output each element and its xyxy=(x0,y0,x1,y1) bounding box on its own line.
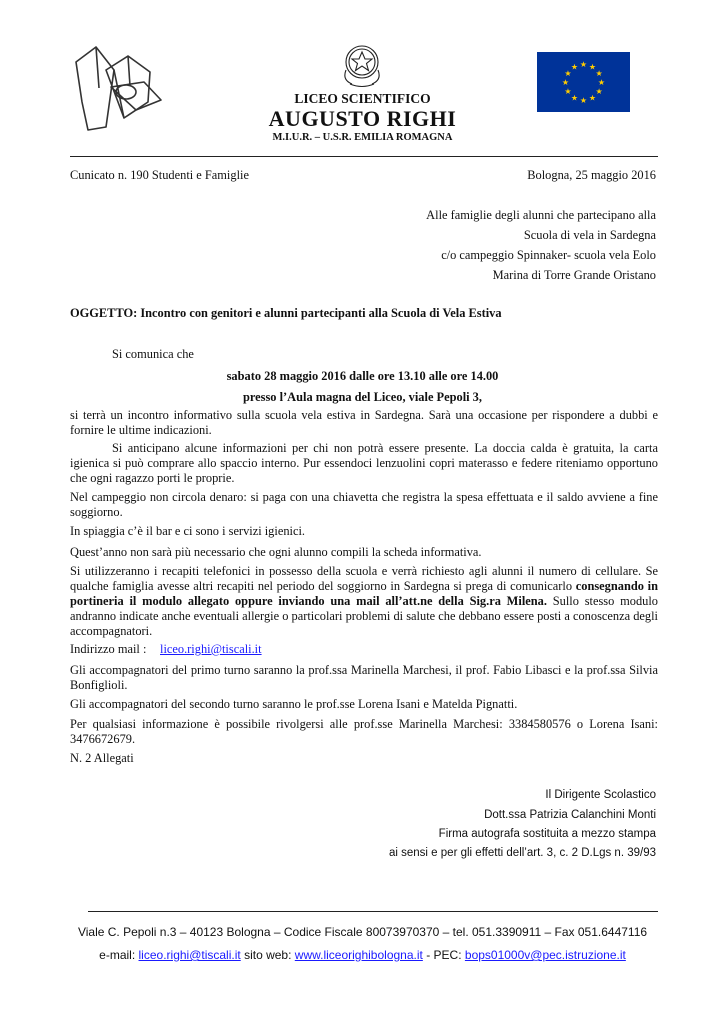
footer-address: Viale C. Pepoli n.3 – 40123 Bologna – Codice Fiscale 80073970370 – tel. 051.3390911 – Fax 051.6447116 xyxy=(77,925,648,939)
header-divider xyxy=(70,156,658,157)
subject: OGGETTO: Incontro con genitori e alunni partecipanti alla Scuola di Vela Estiva xyxy=(70,306,502,320)
paragraph: Quest’anno non sarà più necessario che ogni alunno compili la scheda informativa. xyxy=(70,545,482,559)
recipient-line: Scuola di vela in Sardegna xyxy=(523,228,656,242)
meeting-time: sabato 28 maggio 2016 dalle ore 13.10 alle ore 14.00 xyxy=(226,369,499,383)
eu-star-icon: ★ xyxy=(564,87,572,96)
eu-star-icon: ★ xyxy=(579,60,588,69)
signature-note: ai sensi e per gli effetti dell’art. 3, c. 2 D.Lgs n. 39/93 xyxy=(389,847,656,859)
eu-star-icon: ★ xyxy=(595,69,603,78)
eu-star-icon: ★ xyxy=(595,87,603,96)
eu-star-icon: ★ xyxy=(570,93,579,103)
paragraph: In spiaggia c’è il bar e ci sono i servizi igienici. xyxy=(70,524,305,538)
attachments: N. 2 Allegati xyxy=(70,751,134,765)
signature-name: Dott.ssa Patrizia Calanchini Monti xyxy=(484,809,656,821)
school-name: AUGUSTO RIGHI xyxy=(268,106,457,131)
eu-star-icon: ★ xyxy=(579,96,588,105)
footer-contacts xyxy=(0,948,725,962)
eu-star-icon: ★ xyxy=(564,69,572,78)
meeting-place: presso l’Aula magna del Liceo, viale Pepoli 3, xyxy=(243,390,482,404)
italian-republic-emblem-icon xyxy=(338,40,386,90)
footer-divider xyxy=(88,911,658,912)
document-date: Bologna, 25 maggio 2016 xyxy=(527,168,656,182)
signature-note: Firma autografa sostituita a mezzo stampa xyxy=(438,828,656,840)
recipient-line: Marina di Torre Grande Oristano xyxy=(492,268,656,282)
communique-ref: Cunicato n. 190 Studenti e Famiglie xyxy=(70,168,249,182)
eu-star-icon: ★ xyxy=(570,62,579,72)
email-label: e-mail: xyxy=(99,948,136,962)
eu-star-icon: ★ xyxy=(597,78,606,87)
authority: M.I.U.R. – U.S.R. EMILIA ROMAGNA xyxy=(272,132,453,143)
eu-star-icon: ★ xyxy=(588,62,597,72)
eu-star-icon: ★ xyxy=(561,78,570,87)
website-link[interactable]: www.liceorighibologna.it xyxy=(294,948,423,962)
eu-star-icon: ★ xyxy=(588,93,597,103)
email-link[interactable]: liceo.righi@tiscali.it xyxy=(138,948,241,962)
mail-label: Indirizzo mail : xyxy=(70,642,147,656)
pec-label: - PEC: xyxy=(426,948,462,962)
paragraph-contacts xyxy=(70,564,658,639)
pec-link[interactable]: bops01000v@pec.istruzione.it xyxy=(464,948,626,962)
signature-role: Il Dirigente Scolastico xyxy=(545,789,656,801)
recipient-line: Alle famiglie degli alunni che partecipano alla xyxy=(426,208,656,222)
paragraph-bold: consegnando in portineria il modulo allegato oppure inviando una mail all’att.ne della Sig.ra Milena. xyxy=(70,579,658,608)
paragraph: si terrà un incontro informativo sulla scuola vela estiva in Sardegna. Sarà una occasione per rispondere a dubbi e fornire le ultime indicazioni. xyxy=(70,408,658,437)
paragraph-text: Sullo stesso modulo andranno indicate anche eventuali allergie o particolari problemi di salute che debbano essere posti a conoscenza degli accompagnatori. xyxy=(70,594,658,638)
paragraph: Si anticipano alcune informazioni per chi non potrà essere presente. La doccia calda è gratuita, la carta igienica si può comprare allo spaccio interno. Pur essendoci lenzuolini copri materasso e federe riteniamo opportuno che ogni ragazzo porti le proprie. xyxy=(70,441,658,485)
paragraph: Gli accompagnatori del primo turno saranno la prof.ssa Marinella Marchesi, il prof. Fabio Libasci e la prof.ssa Silvia Bonfiglioli. xyxy=(70,663,658,692)
mail-link[interactable]: liceo.righi@tiscali.it xyxy=(160,642,262,656)
school-type: LICEO SCIENTIFICO xyxy=(294,91,431,106)
intro: Si comunica che xyxy=(112,347,194,361)
paragraph: Gli accompagnatori del secondo turno saranno le prof.sse Lorena Isani e Matelda Pignatti. xyxy=(70,697,518,711)
recipient-line: c/o campeggio Spinnaker- scuola vela Eolo xyxy=(441,248,656,262)
paragraph: Nel campeggio non circola denaro: si paga con una chiavetta che registra la spesa effettuata e il saldo avviene a fine soggiorno. xyxy=(70,490,658,519)
paragraph-text: Si utilizzeranno i recapiti telefonici in possesso della scuola e verrà richiesto agli alunni il numero di cellulare. Se qualche famiglia avesse altri recapiti nel periodo del soggiorno in Sardegna si prega di comunicarlo xyxy=(70,564,658,593)
web-label: sito web: xyxy=(244,948,292,962)
paragraph: Per qualsiasi informazione è possibile rivolgersi alle prof.sse Marinella Marchesi: 3384580576 o Lorena Isani: 3476672679. xyxy=(70,717,658,746)
